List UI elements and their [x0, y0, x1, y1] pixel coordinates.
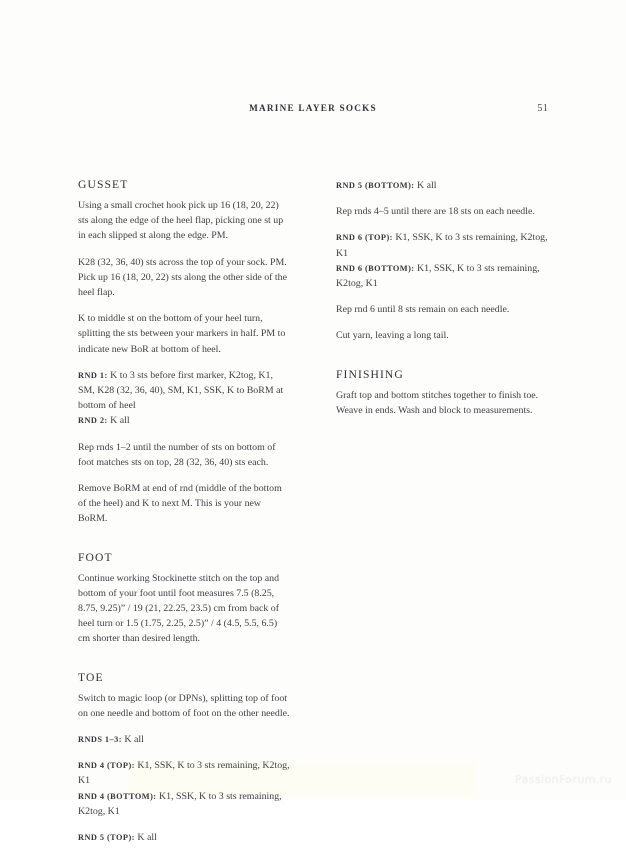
toe-rnd-5-bottom	[336, 178, 548, 193]
toe-repeat-paragraph: Rep rnds 4–5 until there are 18 sts on each needle.	[336, 206, 535, 218]
gusset-paragraph-5: Remove BoRM at end of rnd (middle of the bottom of the heel) and K to next M. This is your new BoRM.	[78, 483, 282, 525]
rnd-6-top-text: K1, SSK, K to 3 sts remaining, K2tog, K1	[336, 232, 548, 259]
toe-rnd-4-top	[78, 758, 290, 788]
toe-rnds-1-3	[78, 732, 290, 747]
rnd-5-top-label: RND 5 (TOP):	[78, 833, 135, 843]
left-column	[78, 178, 290, 856]
rnd-6-top-label: RND 6 (TOP):	[336, 233, 393, 243]
rnd-5-bottom-label: RND 5 (BOTTOM):	[336, 181, 415, 190]
section-heading-gusset: GUSSET	[78, 178, 129, 191]
rnds-1-3-label: RNDS 1–3:	[78, 735, 122, 745]
toe-final-repeat-paragraph: Rep rnd 6 until 8 sts remain on each needle.	[336, 304, 510, 316]
foot-paragraph-1: Continue working Stockinette stitch on the top and bottom of your foot until foot measures 7.5 (8.25, 8.75, 9.25)” / 19 (21, 22.25, 23.5) cm from back of heel turn or 1.5 (1.75, 2.25, 2.5)” / 4 (4.5, 5.5, 6.5) cm shorter than desired length.	[78, 572, 280, 645]
gusset-paragraph-2: K28 (32, 36, 40) sts across the top of your sock. PM. Pick up 16 (18, 20, 22) sts along the other side of the heel flap.	[78, 256, 287, 299]
toe-cut-yarn-paragraph: Cut yarn, leaving a long tail.	[336, 330, 449, 342]
gusset-rnd-1	[78, 368, 290, 414]
gusset-paragraph-1: Using a small crochet hook pick up 16 (18, 20, 22) sts along the edge of the heel flap, picking one st up in each slipped st along the edge. PM.	[78, 200, 284, 242]
rnd-4-bottom-text: K1, SSK, K to 3 sts remaining, K2tog, K1	[78, 790, 282, 817]
finishing-paragraph-1: Graft top and bottom stitches together to finish toe. Weave in ends. Wash and block to measurements.	[336, 389, 539, 416]
rnd-1-text: K to 3 sts before first marker, K2tog, K1, SM, K28 (32, 36, 40), SM, K1, SSK, K to BoRM at bottom of heel	[78, 369, 284, 412]
running-head-title: MARINE LAYER SOCKS	[249, 103, 377, 113]
toe-rnd-6-top	[336, 230, 548, 260]
gusset-paragraph-4: Rep rnds 1–2 until the number of sts on bottom of foot matches sts on top, 28 (32, 36, 40) sts each.	[78, 441, 276, 468]
page-number: 51	[537, 103, 548, 114]
toe-rnd-6-bottom	[336, 261, 548, 291]
running-head	[78, 103, 548, 121]
toe-paragraph-1: Switch to magic loop (or DPNs), splitting top of foot on one needle and bottom of foot on the other needle.	[78, 692, 290, 719]
rnd-5-top-text: K all	[134, 832, 157, 844]
section-heading-finishing: FINISHING	[336, 367, 404, 381]
gusset-rnd-2	[78, 413, 290, 428]
rnd-1-label: RND 1:	[78, 370, 108, 380]
rnd-6-bottom-label: RND 6 (BOTTOM):	[336, 263, 415, 273]
rnd-2-text: K all	[107, 415, 130, 427]
rnd-2-label: RND 2:	[78, 416, 108, 426]
rnd-4-top-text: K1, SSK, K to 3 sts remaining, K2tog, K1	[78, 760, 290, 787]
site-watermark: PassionForum.ru	[515, 773, 612, 786]
toe-rnd-5-top	[78, 830, 290, 845]
section-heading-toe: TOE	[78, 670, 104, 684]
rnd-5-bottom-text: K all	[414, 180, 437, 191]
rnds-1-3-text: K all	[121, 734, 144, 746]
section-heading-foot: FOOT	[78, 550, 113, 564]
gusset-paragraph-3: K to middle st on the bottom of your heel turn, splitting the sts between your markers in half. PM to indicate new BoR at bottom of heel.	[78, 313, 286, 355]
toe-rnd-4-bottom	[78, 789, 290, 819]
rnd-4-bottom-label: RND 4 (BOTTOM):	[78, 791, 157, 801]
right-column	[336, 178, 548, 429]
rnd-6-bottom-text: K1, SSK, K to 3 sts remaining, K2tog, K1	[336, 262, 540, 290]
rnd-4-top-label: RND 4 (TOP):	[78, 761, 135, 771]
